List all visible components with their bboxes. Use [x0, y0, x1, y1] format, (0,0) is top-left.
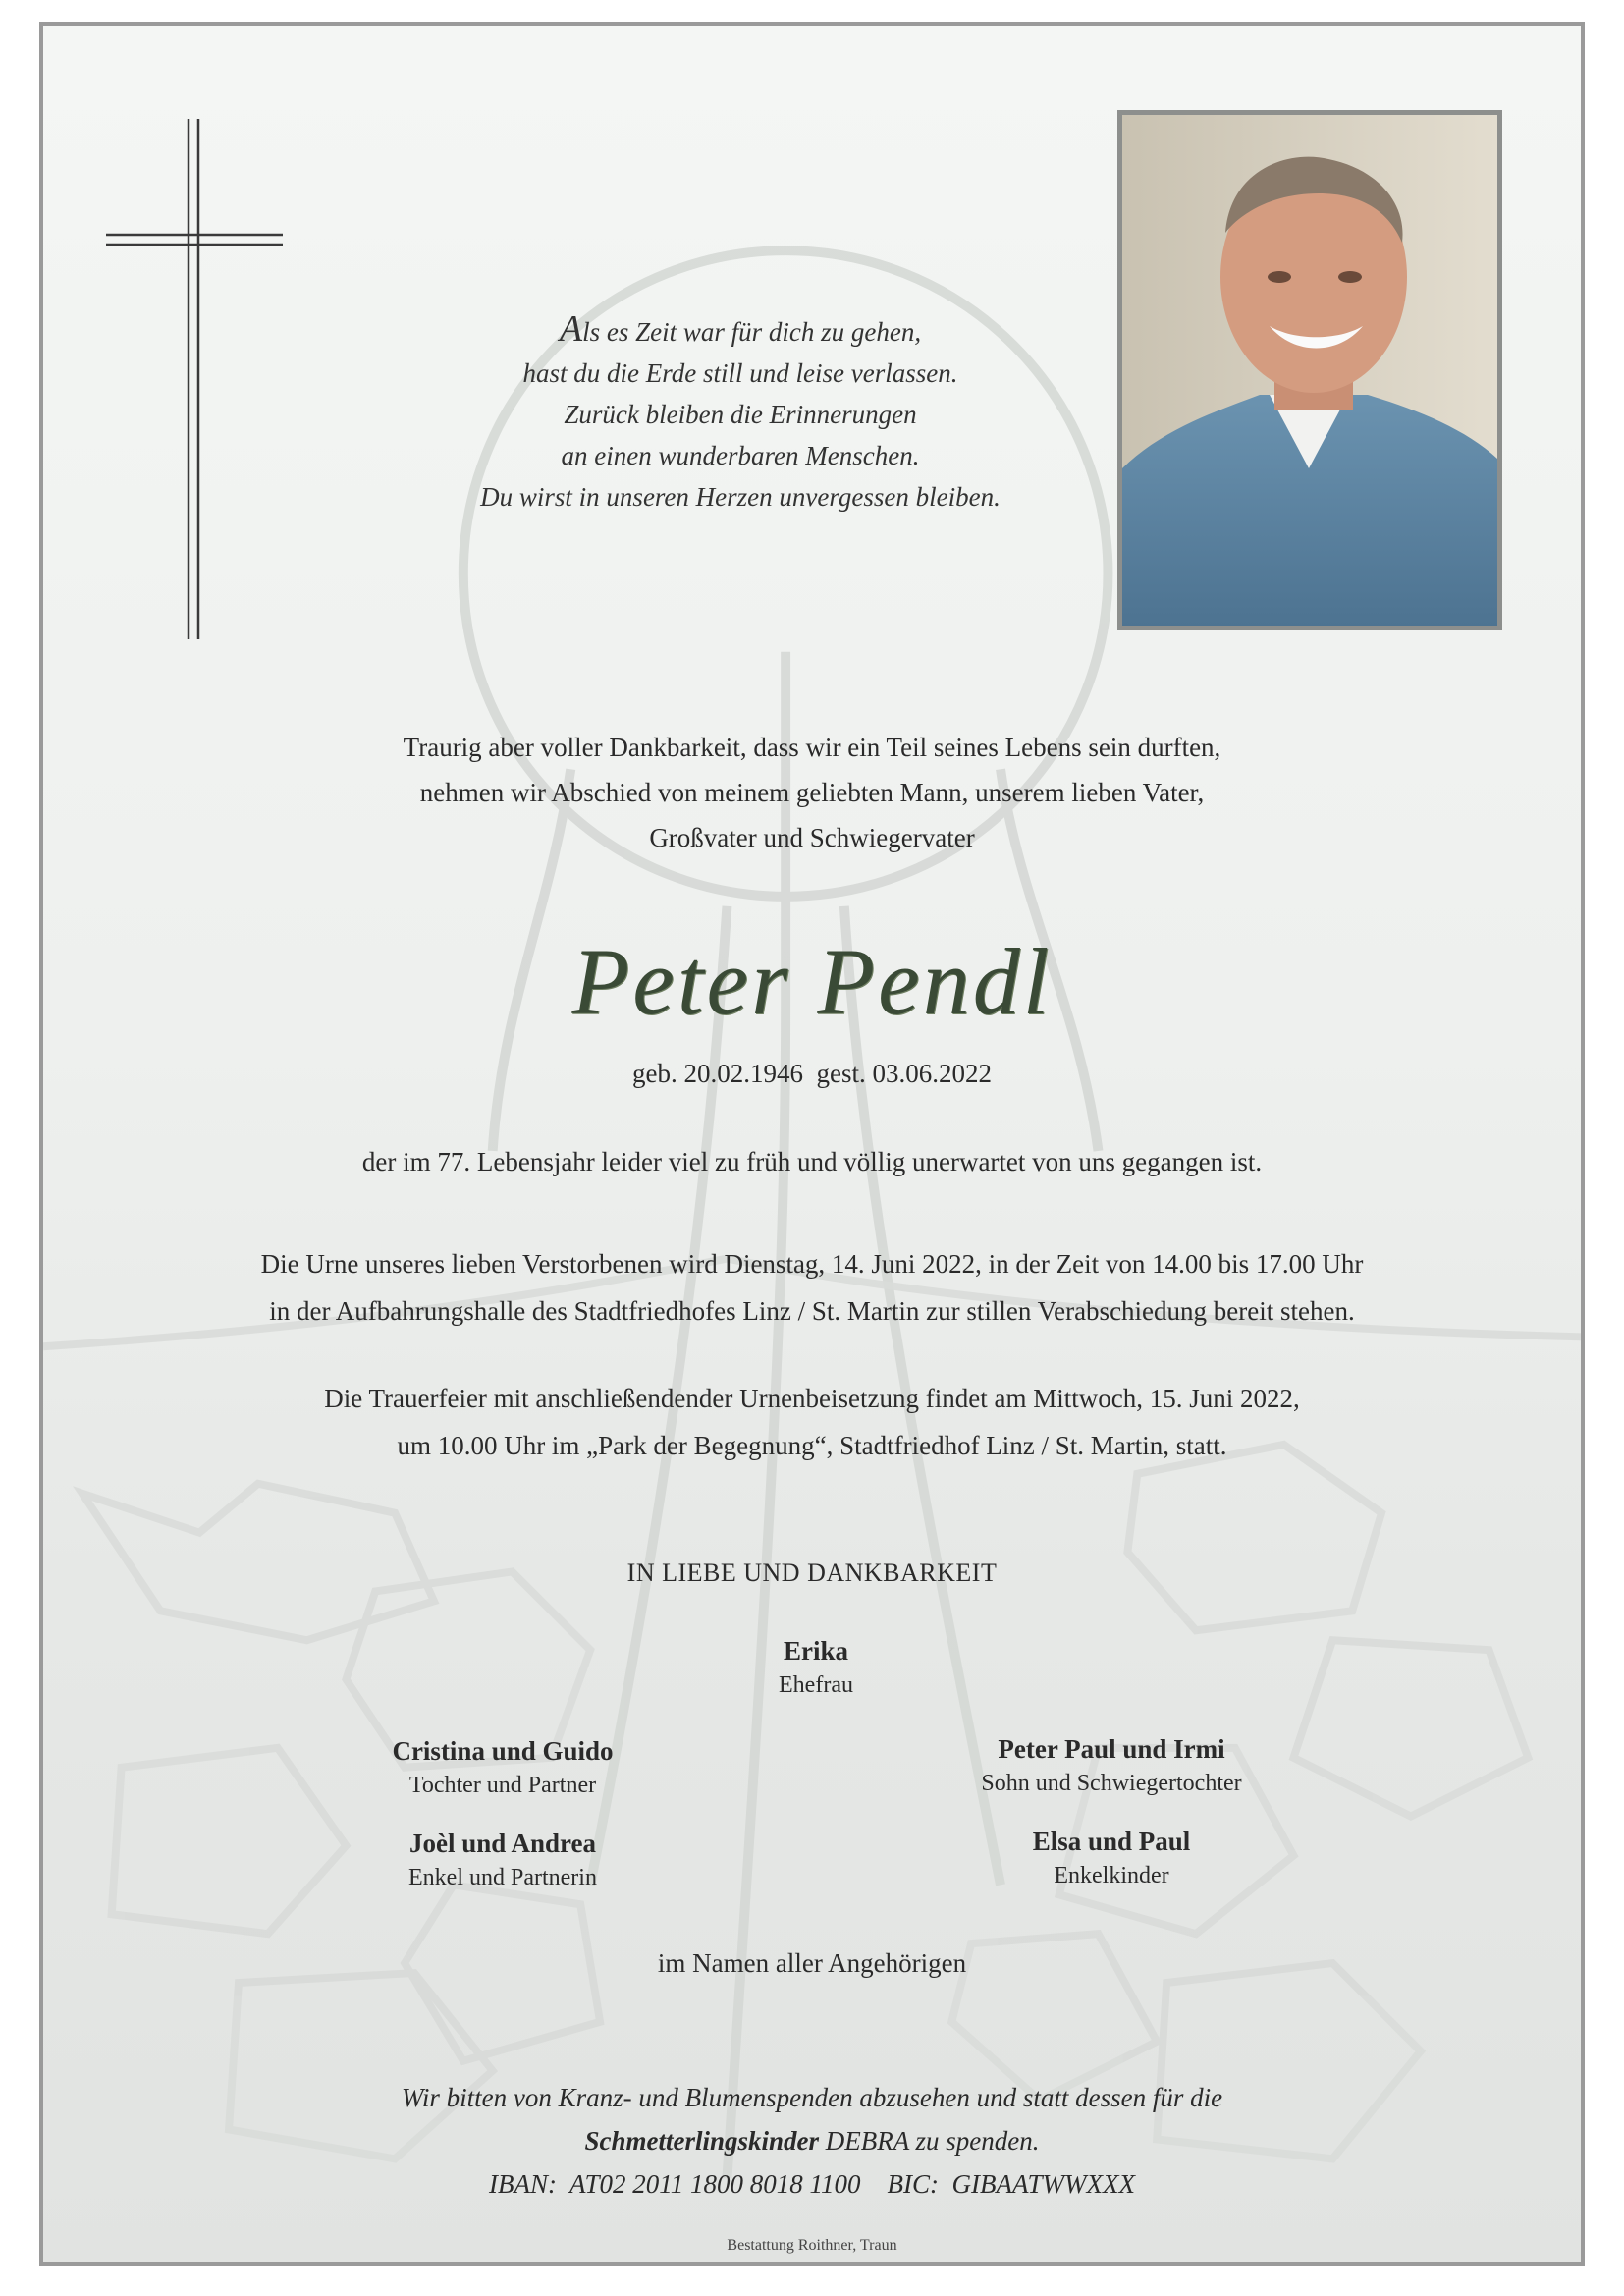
bic-label: BIC: [887, 2169, 940, 2199]
family-role: Tochter und Partner [408, 1773, 597, 1798]
poem-line-3: Zurück bleiben die Erinnerungen [564, 400, 917, 429]
poem-line-2: hast du die Erde still und leise verlassen. [522, 358, 958, 388]
iban-value: AT02 2011 1800 8018 1100 [569, 2169, 861, 2199]
urn-line-2: in der Aufbahrungshalle des Stadtfriedhofes Linz / St. Martin zur stillen Verabschiedung bereit stehen. [269, 1296, 1355, 1326]
intro-text [43, 725, 1581, 860]
charity-name: Schmetterlingskinder [584, 2126, 820, 2156]
family-member-son [856, 1734, 1367, 1797]
cross-icon [106, 119, 283, 639]
poem-line-4: an einen wunderbaren Menschen. [561, 441, 920, 470]
family-member-wife [561, 1636, 1071, 1699]
family-name: Joèl und Andrea [408, 1829, 597, 1858]
intro-line-2: nehmen wir Abschied von meinem geliebten Mann, unserem lieben Vater, [419, 778, 1205, 807]
poem-line-5: Du wirst in unseren Herzen unvergessen bleiben. [480, 482, 1001, 512]
portrait-photo [1117, 110, 1502, 630]
funeral-home-credit: Bestattung Roithner, Traun [727, 2237, 897, 2254]
urn-line-1: Die Urne unseres lieben Verstorbenen wird Dienstag, 14. Juni 2022, in der Zeit von 14.00 bis 17.00 Uhr [260, 1249, 1364, 1279]
bank-details [43, 2162, 1581, 2206]
life-dates: geb. 20.02.1946 gest. 03.06.2022 [632, 1059, 992, 1088]
family-role: Ehefrau [779, 1672, 853, 1698]
poem [338, 308, 1143, 518]
poem-initial: A [559, 308, 583, 350]
family-role: Enkel und Partnerin [408, 1865, 597, 1890]
family-name: Erika [783, 1636, 848, 1666]
funeral-service-info [43, 1375, 1581, 1469]
family-role: Enkelkinder [1054, 1863, 1169, 1888]
family-name: Peter Paul und Irmi [998, 1734, 1225, 1764]
family-member-grandson [247, 1829, 758, 1891]
obituary-card [39, 22, 1585, 2266]
family-member-grandchildren [856, 1827, 1367, 1889]
donation-request [43, 2076, 1581, 2206]
urn-viewing-info [43, 1240, 1581, 1335]
donation-line-1: Wir bitten von Kranz- und Blumenspenden abzusehen und statt dessen für die [401, 2083, 1223, 2112]
age-text: der im 77. Lebensjahr leider viel zu früh und völlig unerwartet von uns gegangen ist. [361, 1147, 1263, 1176]
deceased-name: Peter Pendl [571, 929, 1053, 1034]
family-name: Elsa und Paul [1032, 1827, 1191, 1856]
family-member-daughter [247, 1736, 758, 1799]
service-line-1: Die Trauerfeier mit anschließendender Urnenbeisetzung findet am Mittwoch, 15. Juni 2022, [324, 1384, 1300, 1413]
service-line-2: um 10.00 Uhr im „Park der Begegnung“, Stadtfriedhof Linz / St. Martin, statt. [397, 1431, 1227, 1460]
family-role: Sohn und Schwiegertochter [981, 1771, 1242, 1796]
poem-line-1: Als es Zeit war für dich zu gehen, [559, 308, 922, 350]
intro-line-3: Großvater und Schwiegervater [649, 823, 975, 852]
intro-line-1: Traurig aber voller Dankbarkeit, dass wir ein Teil seines Lebens sein durften, [403, 733, 1221, 762]
donation-line-2: Schmetterlingskinder DEBRA zu spenden. [584, 2126, 1040, 2156]
iban-label: IBAN: [489, 2169, 558, 2199]
on-behalf-text: im Namen aller Angehörigen [657, 1948, 967, 1978]
family-name: Cristina und Guido [392, 1736, 614, 1766]
bic-value: GIBAATWWXXX [951, 2169, 1135, 2199]
love-heading: IN LIEBE UND DANKBARKEIT [626, 1558, 998, 1587]
